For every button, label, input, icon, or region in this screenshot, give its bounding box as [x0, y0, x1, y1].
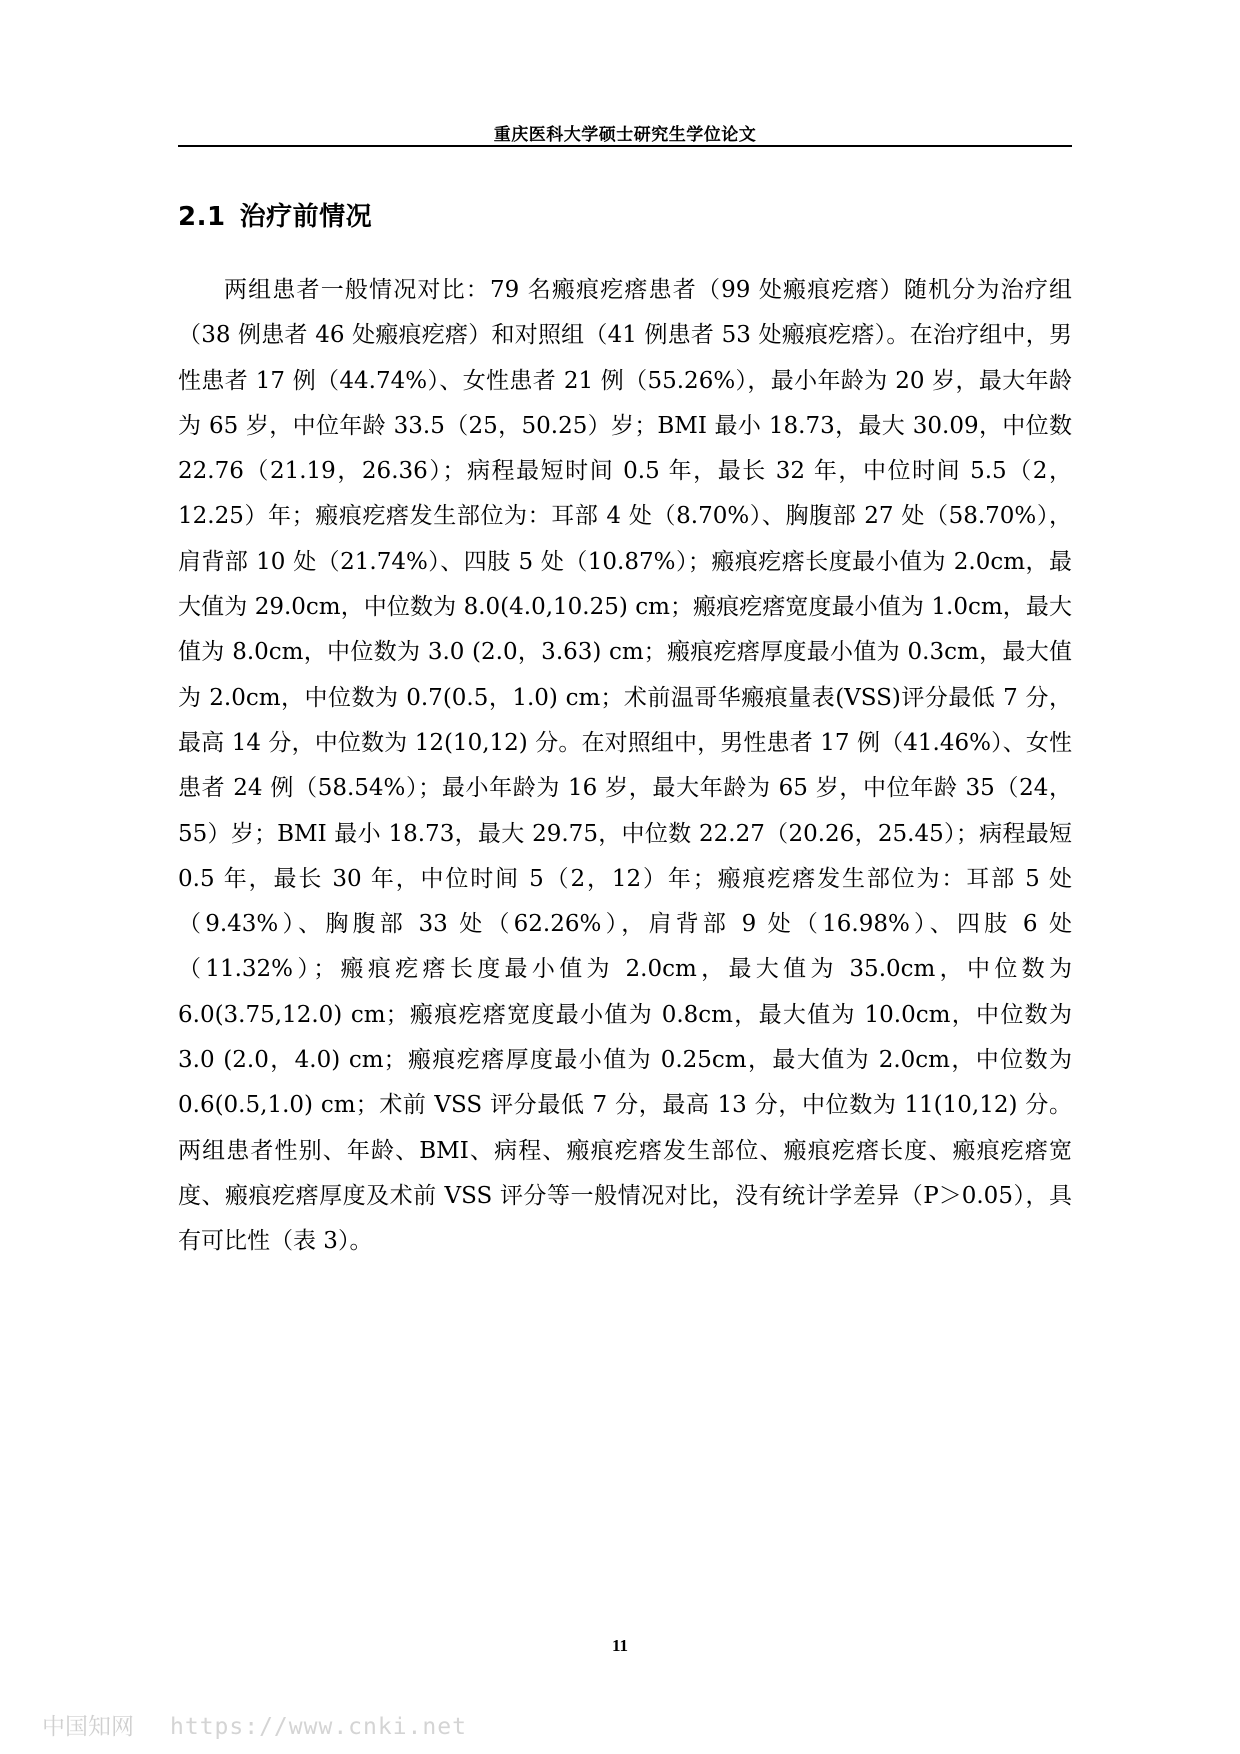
watermark-text: 中国知网 [42, 1714, 134, 1740]
body-paragraph: 两组患者一般情况对比：79 名瘢痕疙瘩患者（99 处瘢痕疙瘩）随机分为治疗组（38 例患者 46 处瘢痕疙瘩）和对照组（41 例患者 53 处瘢痕疙瘩）。在治疗组中，男性患者 17 例（44.74%）、女性患者 21 例（55.26%），最小年龄为 20 岁，最大年龄为 65 岁，中位年龄 33.5（25，50.25）岁；BMI 最小 18.73，最大 30.09，中位数 22.76（21.19，26.36）；病程最短时间 0.5 年，最长 32 年，中位时间 5.5（2，12.25）年；瘢痕疙瘩发生部位为：耳部 4 处（8.70%）、胸腹部 27 处（58.70%），肩背部 10 处（21.74%）、四肢 5 处（10.87%）；瘢痕疙瘩长度最小值为 2.0cm，最大值为 29.0cm，中位数为 8.0(4.0,10.25) cm；瘢痕疙瘩宽度最小值为 1.0cm，最大值为 8.0cm，中位数为 3.0 (2.0，3.63) cm；瘢痕疙瘩厚度最小值为 0.3cm，最大值为 2.0cm，中位数为 0.7(0.5，1.0) cm；术前温哥华瘢痕量表(VSS)评分最低 7 分，最高 14 分，中位数为 12(10,12) 分。在对照组中，男性患者 17 例（41.46%）、女性患者 24 例（58.54%）；最小年龄为 16 岁，最大年龄为 65 岁，中位年龄 35（24，55）岁；BMI 最小 18.73，最大 29.75，中位数 22.27（20.26，25.45）；病程最短 0.5 年，最长 30 年，中位时间 5（2，12）年；瘢痕疙瘩发生部位为：耳部 5 处（9.43%）、胸腹部 33 处（62.26%），肩背部 9 处（16.98%）、四肢 6 处（11.32%）；瘢痕疙瘩长度最小值为 2.0cm，最大值为 35.0cm，中位数为 6.0(3.75,12.0) cm；瘢痕疙瘩宽度最小值为 0.8cm，最大值为 10.0cm，中位数为 3.0 (2.0，4.0) cm；瘢痕疙瘩厚度最小值为 0.25cm，最大值为 2.0cm，中位数为 0.6(0.5,1.0) cm；术前 VSS 评分最低 7 分，最高 13 分，中位数为 11(10,12) 分。两组患者性别、年龄、BMI、病程、瘢痕疙瘩发生部位、瘢痕疙瘩长度、瘢痕疙瘩宽度、瘢痕疙瘩厚度及术前 VSS 评分等一般情况对比，没有统计学差异（P＞0.05），具有可比性（表 3）。 [178, 277, 1072, 1255]
section-title: 治疗前情况 [239, 202, 373, 232]
running-header: 重庆医科大学硕士研究生学位论文 [493, 125, 757, 145]
section-number: 2.1 [178, 202, 226, 232]
section-heading [178, 196, 372, 233]
header-rule [178, 145, 1072, 147]
page-number: 11 [611, 1636, 629, 1655]
watermark-url: https://www.cnki.net [170, 1714, 467, 1740]
watermark [42, 1708, 467, 1741]
